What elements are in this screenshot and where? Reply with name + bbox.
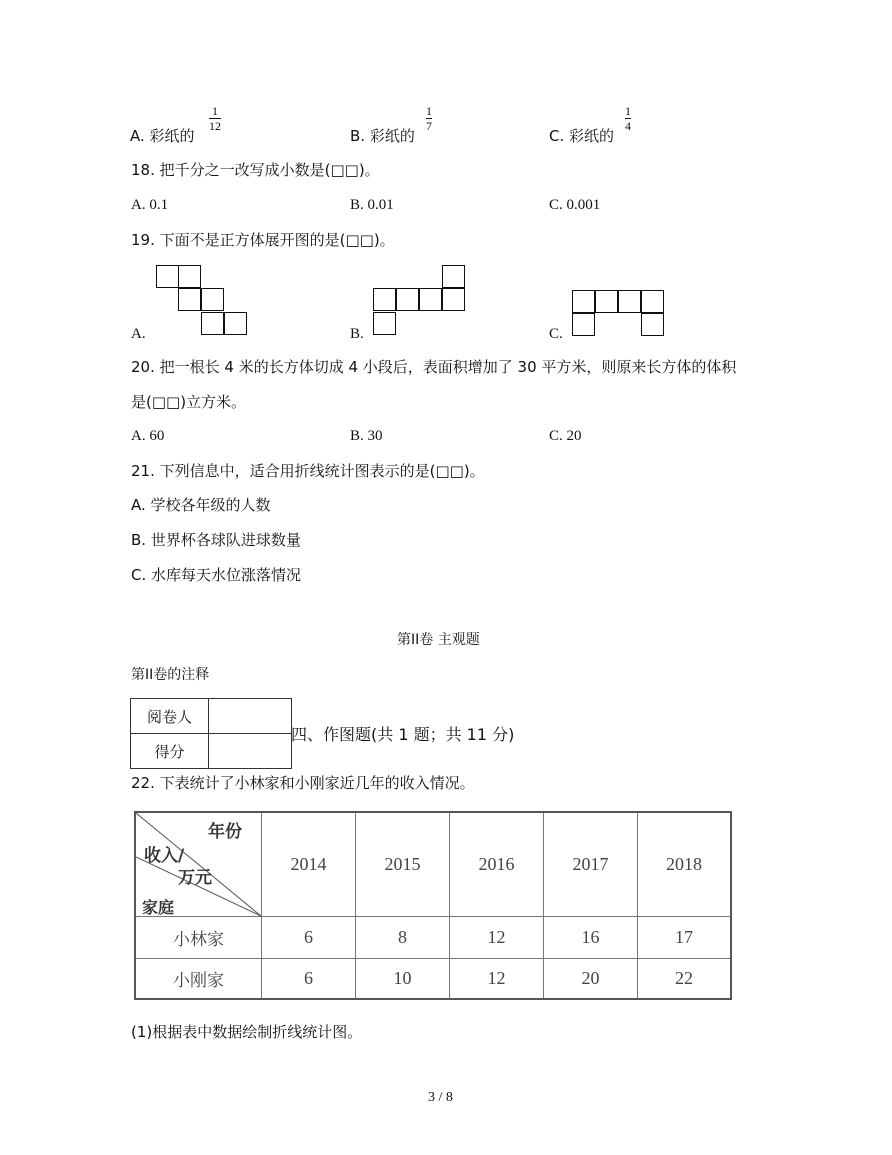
year-header: 2016 <box>478 854 515 874</box>
table-cell: 12 <box>487 927 506 947</box>
fraction-numerator: 1 <box>426 104 432 118</box>
table-cell: 22 <box>675 968 693 988</box>
table-cell: 16 <box>581 927 600 947</box>
header-income: 收入/ <box>144 846 185 866</box>
header-unit: 万元 <box>178 868 212 888</box>
row-name-xiaogang: 小刚家 <box>173 971 224 991</box>
grader-field <box>209 699 292 734</box>
row-name-xiaolin: 小林家 <box>173 930 224 950</box>
income-table <box>134 811 732 1000</box>
q21-option-b: B. 世界杯各球队进球数量 <box>131 531 301 549</box>
q19-option-a-label: A. <box>131 326 146 342</box>
q19-stem: 19. 下面不是正方体展开图的是(□□)。 <box>131 231 395 249</box>
table-cell: 6 <box>304 968 313 988</box>
q17-option-b-fraction <box>426 104 432 133</box>
fraction-denominator: 4 <box>625 119 631 133</box>
score-label: 得分 <box>131 734 209 769</box>
year-header: 2018 <box>666 854 702 874</box>
fraction-denominator: 7 <box>426 119 432 133</box>
fraction-numerator: 1 <box>212 104 218 118</box>
table-cell: 17 <box>675 927 693 947</box>
table-cell: 8 <box>398 927 407 947</box>
q17-option-c-fraction <box>625 104 631 133</box>
q21-option-a: A. 学校各年级的人数 <box>131 496 271 514</box>
q19-option-b-label: B. <box>350 326 364 342</box>
q21-stem: 21. 下列信息中，适合用折线统计图表示的是(□□)。 <box>131 462 485 480</box>
year-header: 2015 <box>384 854 421 874</box>
q18-option-b: B. 0.01 <box>350 197 394 213</box>
grader-label: 阅卷人 <box>131 699 209 734</box>
year-header: 2014 <box>290 854 327 874</box>
q22-sub1: (1)根据表中数据绘制折线统计图。 <box>131 1023 363 1041</box>
table-cell: 20 <box>581 968 600 988</box>
q20-option-b: B. 30 <box>350 428 383 444</box>
score-field <box>209 734 292 769</box>
q18-option-c: C. 0.001 <box>549 197 601 213</box>
q21-option-c: C. 水库每天水位涨落情况 <box>131 566 302 584</box>
table-cell: 6 <box>304 927 313 947</box>
part-title: 四、作图题(共 1 题；共 11 分) <box>291 725 515 744</box>
q19-option-c-label: C. <box>549 326 563 342</box>
section-note: 第II卷的注释 <box>131 667 210 683</box>
q17-option-c-label: C. 彩纸的 <box>549 127 615 145</box>
q20-stem-line2: 是(□□)立方米。 <box>131 393 247 411</box>
q18-option-a: A. 0.1 <box>131 197 169 213</box>
q17-option-a <box>130 126 195 146</box>
q17-option-b <box>350 126 415 146</box>
q22-stem: 22. 下表统计了小林家和小刚家近几年的收入情况。 <box>131 774 475 792</box>
fraction-numerator: 1 <box>625 104 631 118</box>
table-cell: 10 <box>393 968 412 988</box>
header-year: 年份 <box>208 822 242 842</box>
header-family: 家庭 <box>142 898 175 917</box>
q20-option-c: C. 20 <box>549 428 582 444</box>
page-number: 3 / 8 <box>428 1090 453 1105</box>
q17-option-b-label: B. 彩纸的 <box>350 127 415 145</box>
fraction-denominator: 12 <box>209 119 221 133</box>
q20-stem-line1: 20. 把一根长 4 米的长方体切成 4 小段后，表面积增加了 30 平方米，则原来长方体的体积 <box>131 358 737 376</box>
q20-option-a: A. 60 <box>131 428 165 444</box>
q17-option-a-fraction <box>209 104 221 133</box>
year-header: 2017 <box>572 854 609 874</box>
q17-option-c <box>549 126 614 146</box>
q18-stem: 18. 把千分之一改写成小数是(□□)。 <box>131 161 380 179</box>
table-cell: 12 <box>487 968 506 988</box>
section-title: 第II卷 主观题 <box>397 632 480 648</box>
q17-option-a-label: A. 彩纸的 <box>130 127 195 145</box>
grader-score-box <box>130 698 292 769</box>
